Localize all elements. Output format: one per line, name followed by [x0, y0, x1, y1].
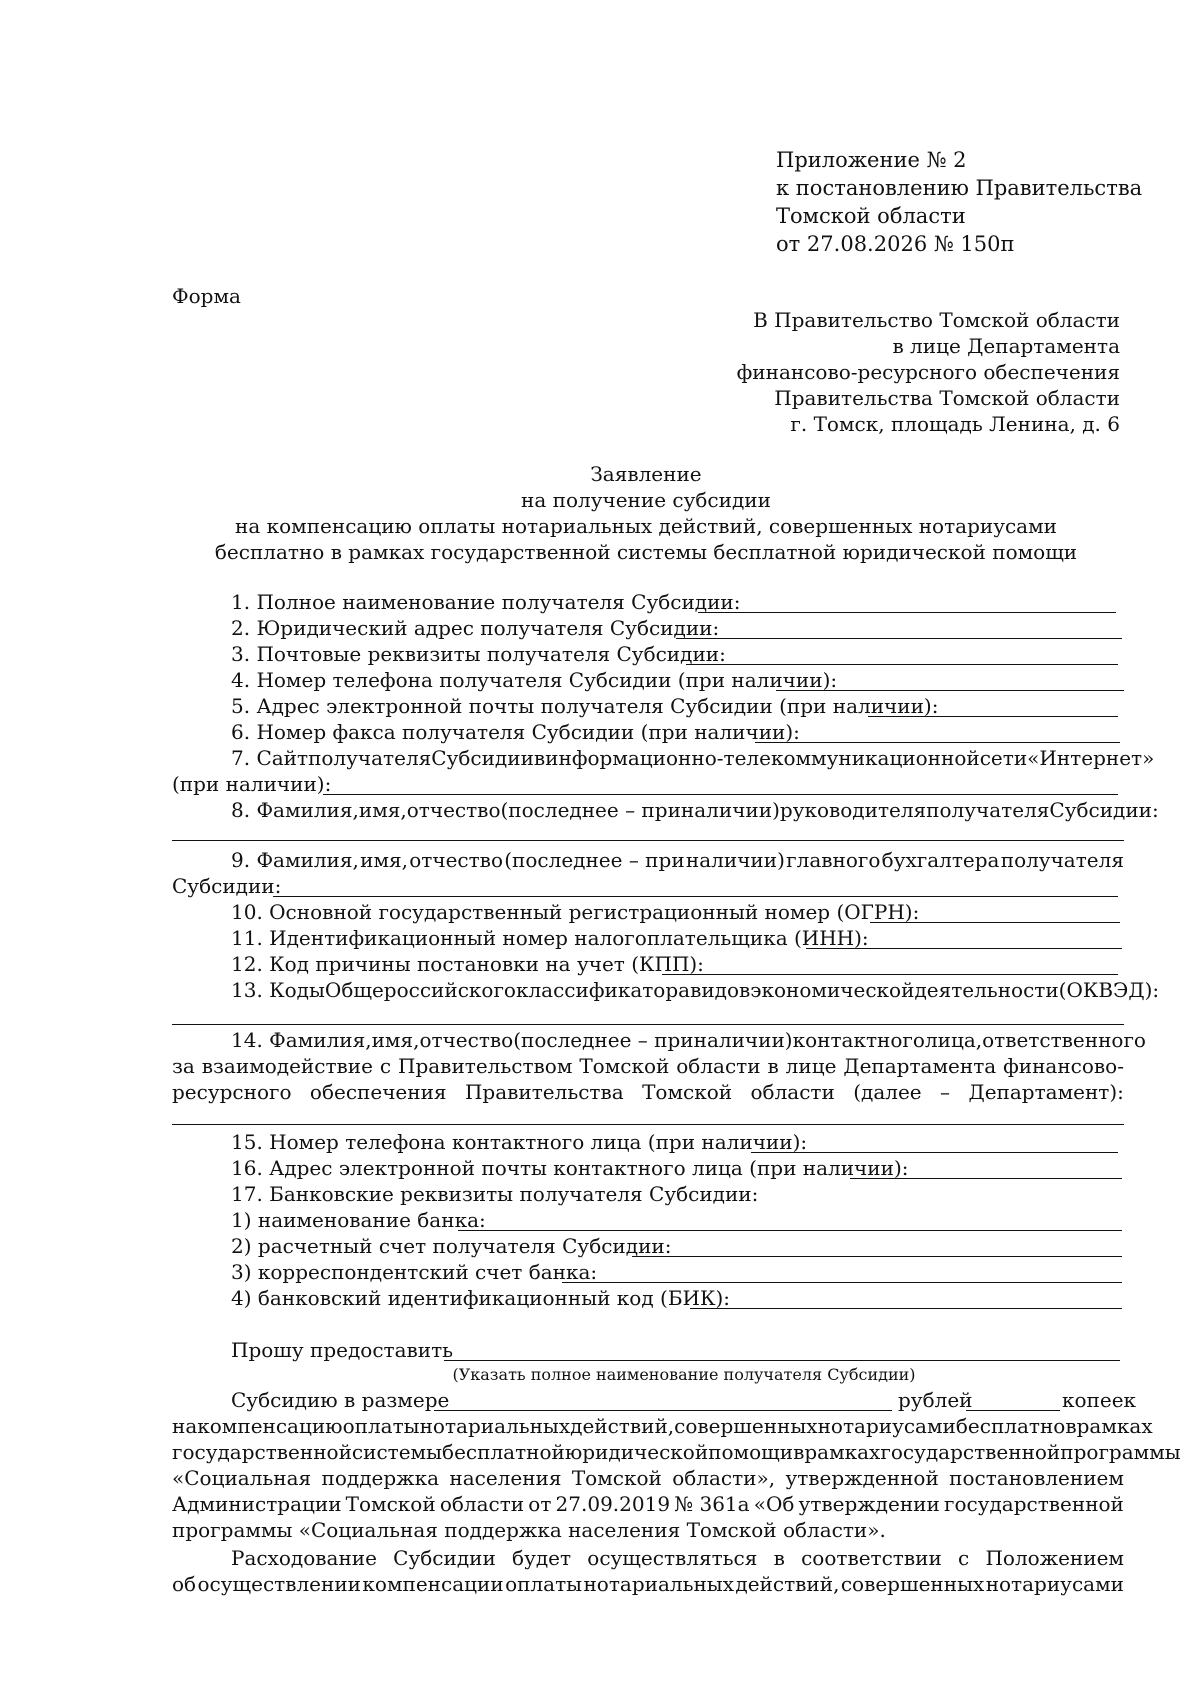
bik-field[interactable]: [690, 1308, 1122, 1309]
item-6-label: 6. Номер факса получателя Субсидии (при наличии):: [231, 720, 800, 744]
item-11-field[interactable]: [806, 948, 1122, 949]
item-4-label: 4. Номер телефона получателя Субсидии (при наличии):: [231, 668, 838, 692]
settlement-account-field[interactable]: [632, 1256, 1122, 1257]
item-7-continuation: (при наличии):: [172, 772, 332, 796]
appendix-line-2: к постановлению Правительства: [776, 176, 1143, 200]
addressee-line-5: г. Томск, площадь Ленина, д. 6: [790, 412, 1120, 436]
item-9-continuation: Субсидии:: [172, 874, 282, 898]
form-label: Форма: [172, 284, 241, 308]
paragraph-1-line-4: Администрации Томской области от 27.09.2019 № 361а «Об утверждении государственной: [172, 1492, 1124, 1516]
title-line-2: на получение субсидии: [521, 488, 771, 512]
paragraph-2-line-1: Расходование Субсидии будет осуществляться в соответствии с Положением: [231, 1546, 1124, 1570]
item-14-line-3: ресурсного обеспечения Правительства Томской области (далее – Департамент):: [172, 1080, 1124, 1104]
recipient-name-field[interactable]: [444, 1360, 1120, 1361]
request-label: Прошу предоставить: [231, 1338, 454, 1362]
subsidy-amount-label: Субсидию в размере: [231, 1388, 450, 1412]
item-16-label: 16. Адрес электронной почты контактного лица (при наличии):: [231, 1156, 909, 1180]
item-6-field[interactable]: [755, 742, 1120, 743]
kopeks-label: копеек: [1062, 1388, 1137, 1412]
item-3-field[interactable]: [686, 664, 1118, 665]
title-line-1: Заявление: [590, 462, 702, 486]
title-line-4: бесплатно в рамках государственной системы бесплатной юридической помощи: [214, 540, 1078, 564]
item-14-line-1: 14. Фамилия, имя, отчество (последнее – при наличии) контактного лица, ответственного: [231, 1028, 1146, 1052]
addressee-line-3: финансово-ресурсного обеспечения: [736, 360, 1120, 384]
item-17-label: 17. Банковские реквизиты получателя Субсидии:: [231, 1182, 759, 1206]
correspondent-account-label: 3) корреспондентский счет банка:: [231, 1260, 598, 1284]
item-14-field[interactable]: [172, 1124, 1124, 1125]
item-5-field[interactable]: [868, 716, 1118, 717]
item-16-field[interactable]: [850, 1178, 1122, 1179]
paragraph-1-line-3: «Социальная поддержка населения Томской области», утвержденной постановлением: [172, 1466, 1124, 1490]
appendix-line-4: от 27.08.2026 № 150п: [776, 232, 1015, 256]
item-14-line-2: за взаимодействие с Правительством Томской области в лице Департамента финансово-: [172, 1054, 1124, 1078]
item-2-label: 2. Юридический адрес получателя Субсидии:: [231, 616, 720, 640]
appendix-line-3: Томской области: [776, 204, 966, 228]
bik-label: 4) банковский идентификационный код (БИК):: [231, 1286, 730, 1310]
item-11-label: 11. Идентификационный номер налогоплательщика (ИНН):: [231, 926, 869, 950]
item-8-field[interactable]: [172, 840, 1124, 841]
addressee-line-2: в лице Департамента: [892, 334, 1120, 358]
item-10-field[interactable]: [870, 922, 1120, 923]
subsidy-rubles-field[interactable]: [434, 1410, 892, 1411]
paragraph-1-line-1: на компенсацию оплаты нотариальных действий, совершенных нотариусами бесплатно в рамках: [172, 1414, 1153, 1438]
item-7-field[interactable]: [323, 794, 1118, 795]
bank-name-label: 1) наименование банка:: [231, 1208, 486, 1232]
paragraph-2-line-2: об осуществлении компенсации оплаты нотариальных действий, совершенных нотариусами: [172, 1572, 1124, 1596]
item-7-label: 7. Сайт получателя Субсидии в информационно-телекоммуникационной сети «Интернет»: [231, 746, 1155, 770]
subsidy-kopeks-field[interactable]: [966, 1410, 1060, 1411]
appendix-line-1: Приложение № 2: [776, 148, 967, 172]
item-3-label: 3. Почтовые реквизиты получателя Субсидии:: [231, 642, 726, 666]
item-5-label: 5. Адрес электронной почты получателя Субсидии (при наличии):: [231, 694, 939, 718]
item-4-field[interactable]: [776, 690, 1124, 691]
rubles-label: рублей: [898, 1388, 973, 1412]
settlement-account-label: 2) расчетный счет получателя Субсидии:: [231, 1234, 672, 1258]
item-12-label: 12. Код причины постановки на учет (КПП):: [231, 952, 704, 976]
item-15-field[interactable]: [751, 1152, 1118, 1153]
item-1-label: 1. Полное наименование получателя Субсидии:: [231, 590, 741, 614]
item-2-field[interactable]: [676, 638, 1122, 639]
recipient-name-hint: (Указать полное наименование получателя Субсидии): [452, 1365, 916, 1384]
item-12-field[interactable]: [662, 974, 1118, 975]
item-10-label: 10. Основной государственный регистрационный номер (ОГРН):: [231, 900, 920, 924]
paragraph-1-line-2: государственной системы бесплатной юридической помощи в рамках государственной программы: [172, 1440, 1181, 1464]
title-line-3: на компенсацию оплаты нотариальных действий, совершенных нотариусами: [235, 514, 1057, 538]
item-15-label: 15. Номер телефона контактного лица (при наличии):: [231, 1130, 808, 1154]
bank-name-field[interactable]: [458, 1230, 1122, 1231]
addressee-line-1: В Правительство Томской области: [753, 308, 1120, 332]
item-8-label: 8. Фамилия, имя, отчество (последнее – при наличии) руководителя получателя Субсидии:: [231, 798, 1159, 822]
addressee-line-4: Правительства Томской области: [774, 386, 1120, 410]
item-9-field[interactable]: [273, 896, 1118, 897]
item-1-field[interactable]: [698, 612, 1116, 613]
correspondent-account-field[interactable]: [562, 1282, 1122, 1283]
paragraph-1-line-5: программы «Социальная поддержка населения Томской области».: [172, 1518, 886, 1542]
item-13-field[interactable]: [172, 1024, 1124, 1025]
item-13-label: 13. Коды Общероссийского классификатора видов экономической деятельности (ОКВЭД):: [231, 978, 1160, 1002]
item-9-label: 9. Фамилия, имя, отчество (последнее – при наличии) главного бухгалтера получателя: [231, 848, 1124, 872]
